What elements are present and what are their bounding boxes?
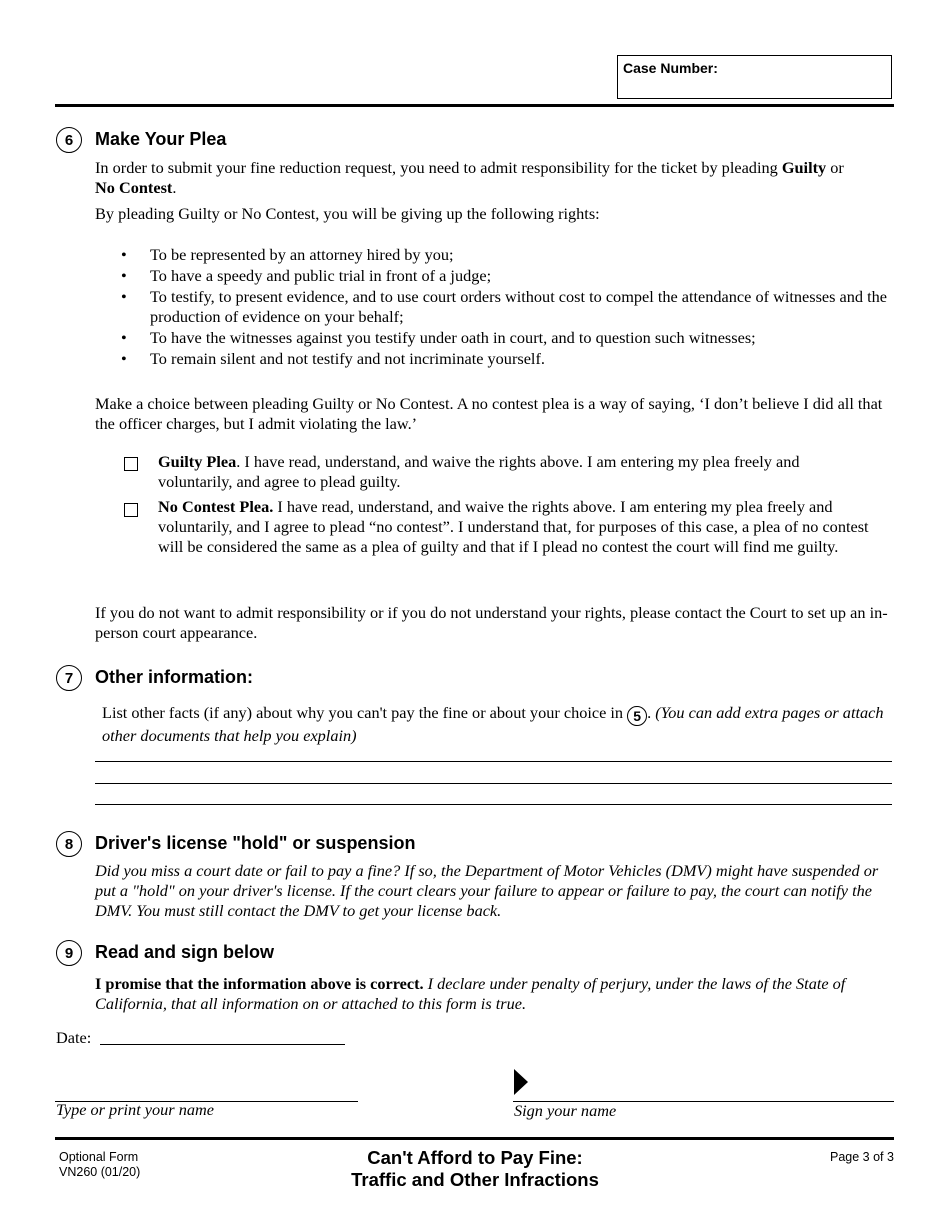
- other-info-line-1[interactable]: [95, 761, 892, 762]
- other-info-line-2[interactable]: [95, 783, 892, 784]
- other-info-instructions: List other facts (if any) about why you can't pay the fine or about your choice in 5 . (You can add extra pages or attach other documents that help you explain): [102, 703, 884, 745]
- guilty-plea-text: Guilty Plea. I have read, understand, and waive the rights above. I am entering my plea freely and voluntarily, and agree to plead guilty.: [158, 452, 800, 491]
- section-9-title: Read and sign below: [95, 942, 275, 962]
- print-name-label: Type or print your name: [56, 1100, 214, 1119]
- no-contest-plea-checkbox[interactable]: [124, 503, 138, 517]
- license-hold-text: Did you miss a court date or fail to pay a fine? If so, the Department of Motor Vehicles (DMV) might have suspended or put a "hold" on your driver's license. If the court clears your failure to appear or failure to pay, the court can notify the DMV. You must still contact the DMV to get your license back.: [95, 861, 879, 920]
- footer-divider: [55, 1137, 894, 1140]
- rights-list-item: • To testify, to present evidence, and to use court orders without cost to compel the attendance of witnesses and the production of evidence on your behalf;: [121, 287, 888, 326]
- section-6-title: Make Your Plea: [95, 129, 227, 149]
- form-id: Optional Form VN260 (01/20): [59, 1150, 141, 1179]
- plea-closing-text: If you do not want to admit responsibility or if you do not understand your rights, please contact the Court to set up an in-person court appearance.: [95, 603, 888, 642]
- plea-choice-text: Make a choice between pleading Guilty or No Contest. A no contest plea is a way of saying, ‘I don’t believe I did all that the officer charges, but I admit violating the law.’: [95, 394, 883, 433]
- section-6-number: 6: [56, 127, 82, 153]
- section-9-number: 9: [56, 940, 82, 966]
- rights-list: [121, 245, 911, 370]
- signature-arrow-icon: [513, 1068, 529, 1096]
- no-contest-plea-text: No Contest Plea. I have read, understand, and waive the rights above. I am entering my plea freely and voluntarily, and I agree to plead “no contest”. I understand that, for purposes of this case, a plea of no contest will be considered the same as a plea of guilty and that if I plead no contest the court will find me guilty.: [158, 497, 869, 556]
- rights-intro: By pleading Guilty or No Contest, you will be giving up the following rights:: [95, 204, 600, 223]
- section-7-number: 7: [56, 665, 82, 691]
- section-8-title: Driver's license "hold" or suspension: [95, 833, 416, 853]
- sign-name-label: Sign your name: [514, 1101, 617, 1120]
- rights-list-item: • To have a speedy and public trial in front of a judge;: [121, 266, 492, 285]
- form-title: Can't Afford to Pay Fine: Traffic and Other Infractions: [351, 1147, 599, 1190]
- other-info-line-3[interactable]: [95, 804, 892, 805]
- date-label: Date:: [56, 1028, 92, 1047]
- section-5-reference: 5: [627, 706, 647, 726]
- plea-intro: In order to submit your fine reduction request, you need to admit responsibility for the ticket by pleading Guilty or No Contest.: [95, 158, 844, 197]
- section-8-number: 8: [56, 831, 82, 857]
- rights-list-item: • To be represented by an attorney hired by you;: [121, 245, 454, 264]
- guilty-plea-checkbox[interactable]: [124, 457, 138, 471]
- case-number-field[interactable]: [617, 55, 892, 99]
- page-number: Page 3 of 3: [830, 1150, 894, 1164]
- header-divider: [55, 104, 894, 107]
- case-number-label: Case Number:: [623, 60, 718, 76]
- rights-list-item: • To remain silent and not testify and not incriminate yourself.: [121, 349, 545, 368]
- declaration-text: I promise that the information above is correct. I declare under penalty of perjury, under the laws of the State of California, that all information on or attached to this form is true.: [95, 974, 846, 1013]
- rights-list-item: • To have the witnesses against you testify under oath in court, and to question such witnesses;: [121, 328, 756, 347]
- section-7-title: Other information:: [95, 667, 253, 687]
- date-field[interactable]: [100, 1044, 345, 1045]
